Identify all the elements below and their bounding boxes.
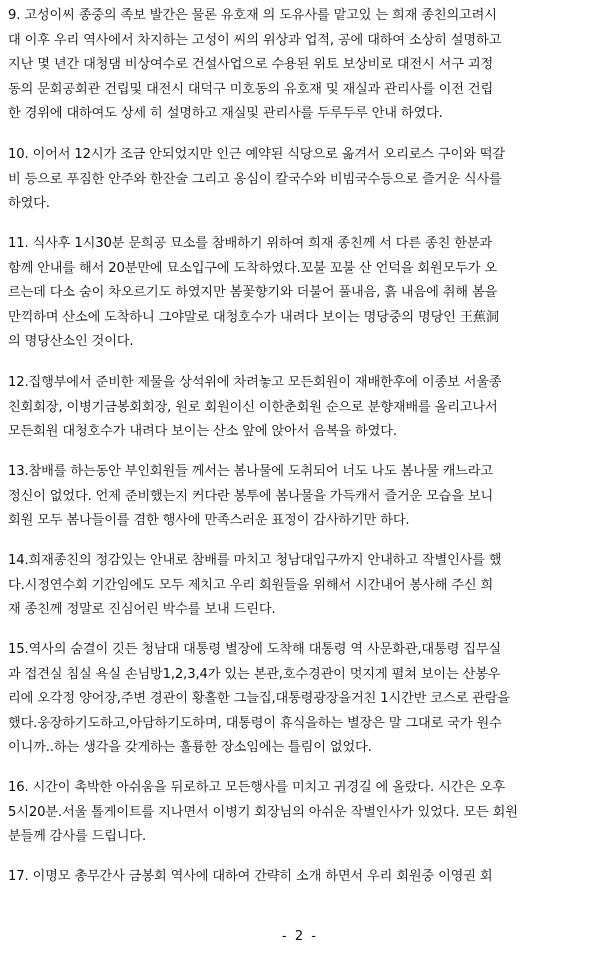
paragraph-line: 르는데 다소 숨이 차오르기도 하였지만 봄꽃향기와 더불어 풀내음, 흙 내음에 취해 봄을 [8,285,498,300]
paragraph-line: 10. 이어서 12시가 조금 안되었지만 인근 예약된 식당으로 옮겨서 오리로스 구이와 떡갈 [8,147,505,162]
paragraph-13 [8,460,593,534]
paragraph-line: 과 접견실 침실 욕실 손님방1,2,3,4가 있는 본관,호수경관이 멋지게 펼쳐 보이는 산봉우 [8,666,501,682]
paragraph-line: 정신이 없었다. 언제 준비했는지 커다란 봉투에 봄나물을 가득캐서 즐거운 모습을 보니 [8,488,494,504]
paragraph-line: 한 경위에 대하여도 상세 히 설명하고 재실및 관리사를 두루두루 안내 하였다. [8,106,443,121]
paragraph-10 [8,143,593,217]
paragraph-15 [8,638,593,761]
paragraph-16 [8,776,593,850]
paragraph-line: 함께 안내를 해서 20분만에 묘소입구에 도착하였다.꼬불 꼬불 산 언덕을 회원모두가 오 [8,260,497,276]
paragraph-line: 비 등으로 푸짐한 안주와 한잔술 그리고 옹심이 칼국수와 비빔국수등으로 즐거운 식사를 [8,171,502,187]
paragraph-line: 의 명당산소인 것이다. [8,334,134,349]
paragraph-line: 14.희재종친의 정감있는 안내로 참배를 마치고 청남대입구까지 안내하고 작별인사를 했 [8,553,502,568]
paragraph-line: 다.시정연수회 기간임에도 모두 제치고 우리 회원들을 위해서 시간내어 봉사해 주신 희 [8,577,494,593]
paragraph-14 [8,549,593,623]
paragraph-line: 했다.웅장하기도하고,아담하기도하며, 대통령이 휴식을하는 별장은 말 그대로 국가 원수 [8,715,502,731]
paragraph-line: 리에 오각정 양어장,주변 경관이 황홀한 그늘집,대통령광장을거친 1시간반 코스로 관람을 [8,691,510,706]
page-number: - 2 - [282,929,318,944]
paragraph-line: 16. 시간이 촉박한 아쉬움을 뒤로하고 모든행사를 미치고 귀경길 에 올랐다. 시간은 오후 [8,780,506,795]
paragraph-line: 9. 고성이씨 종중의 족보 발간은 물론 유호재 의 도유사를 맡고있 는 희재 종친의고려시 [8,8,497,23]
paragraph-line: 15.역사의 숨결이 깃든 청남대 대통령 별장에 도착해 대통령 역 사문화관,대통령 집무실 [8,642,502,657]
paragraph-9 [8,4,593,127]
paragraph-line: 하였다. [8,196,50,211]
paragraph-line: 친회회장, 이병기금봉회회장, 원로 회원이신 이한춘회원 순으로 분향재배를 올리고나서 [8,399,498,415]
paragraph-line: 모든회원 대청호수가 내려다 보이는 산소 앞에 앉아서 음복을 하였다. [8,424,397,439]
paragraph-line: 만끽하며 산소에 도착하니 그야말로 대청호수가 내려다 보이는 명당중의 명당인 王蕉洞 [8,309,499,325]
paragraph-line: 11. 식사후 1시30분 문희공 묘소를 참배하기 위하여 희재 종친께 서 다른 종친 한분과 [8,236,493,251]
paragraph-11 [8,232,593,355]
paragraph-line: 12.집행부에서 준비한 제물을 상석위에 차려놓고 모든회원이 재배한후에 이종보 서울종 [8,375,502,390]
paragraph-line: 분들께 감사를 드립니다. [8,829,147,844]
paragraph-line: 회원 모두 봄나들이를 겸한 행사에 만족스러운 표정이 감사하기만 하다. [8,513,410,528]
paragraph-line: 지난 몇 년간 대청댐 비상여수로 건설사업으로 수용된 위토 보상비로 대전시 서구 괴정 [8,57,494,72]
paragraph-line: 재 종친께 정말로 진심어린 박수를 보내 드린다. [8,602,276,617]
paragraph-line: 이니까..하는 생각을 갖게하는 훌륭한 장소임에는 틀림이 없었다. [8,740,372,755]
paragraph-line: 13.참배를 하는동안 부인회원들 께서는 봄나물에 도취되어 너도 나도 봄나물 캐느라고 [8,464,493,479]
paragraph-line: 대 이후 우리 역사에서 차지하는 고성이 씨의 위상과 업적, 공에 대하여 소상히 설명하고 [8,32,502,48]
paragraph-line: 17. 이명모 총무간사 금봉회 역사에 대하여 간략히 소개 하면서 우리 회원중 이영권 회 [8,869,493,884]
paragraph-12 [8,371,593,445]
paragraph-line: 동의 문회공회관 건립및 대전시 대덕구 미호동의 유호재 및 재실과 관리사를 이전 건립 [8,81,494,97]
paragraph-line: 5시20분.서울 톨게이트를 지나면서 이병기 회장님의 아쉬운 작별인사가 있었다. 모든 회원 [8,804,518,820]
paragraph-17 [8,865,593,890]
